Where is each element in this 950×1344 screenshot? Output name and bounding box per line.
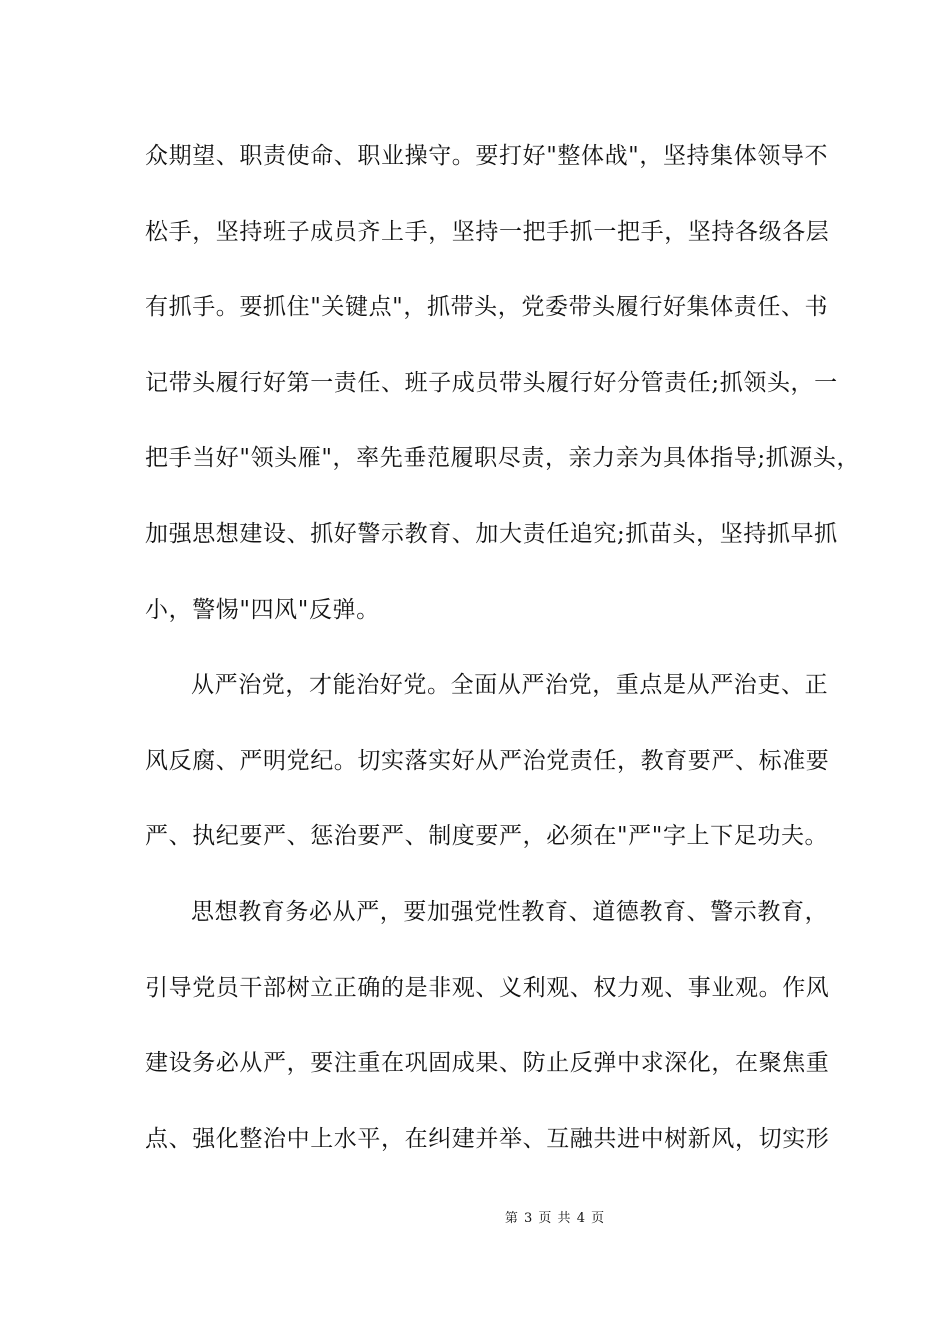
text-line: 引导党员干部树立正确的是非观、义利观、权力观、事业观。作风 <box>145 974 830 1001</box>
text-line: 点、强化整治中上水平，在纠建并举、互融共进中树新风，切实形 <box>145 1125 830 1152</box>
text-line: 众期望、职责使命、职业操守。要打好"整体战"，坚持集体领导不 <box>145 143 829 169</box>
document-body <box>145 133 861 1191</box>
text-line: 小，警惕"四风"反弹。 <box>145 596 380 623</box>
paragraph-start-line: 思想教育务必从严，要加强党性教育、道德教育、警示教育， <box>191 898 829 925</box>
text-line: 有抓手。要抓住"关键点"，抓带头，党委带头履行好集体责任、书 <box>145 294 829 321</box>
text-line: 把手当好"领头雁"，率先垂范履职尽责，亲力亲为具体指导;抓源头， <box>145 445 861 472</box>
page-number-footer: 第 3 页 共 4 页 <box>504 1211 606 1226</box>
text-line: 松手，坚持班子成员齐上手，坚持一把手抓一把手，坚持各级各层 <box>145 218 830 245</box>
text-line: 记带头履行好第一责任、班子成员带头履行好分管责任;抓领头，一 <box>145 369 838 396</box>
text-line: 加强思想建设、抓好警示教育、加大责任追究;抓苗头，坚持抓早抓 <box>145 520 838 547</box>
paragraph-start-line: 从严治党，才能治好党。全面从严治党，重点是从严治吏、正 <box>191 672 829 699</box>
text-line: 严、执纪要严、惩治要严、制度要严，必须在"严"字上下足功夫。 <box>145 823 829 850</box>
text-line: 风反腐、严明党纪。切实落实好从严治党责任，教育要严、标准要 <box>145 747 830 774</box>
text-line: 建设务必从严，要注重在巩固成果、防止反弹中求深化，在聚焦重 <box>145 1050 830 1077</box>
